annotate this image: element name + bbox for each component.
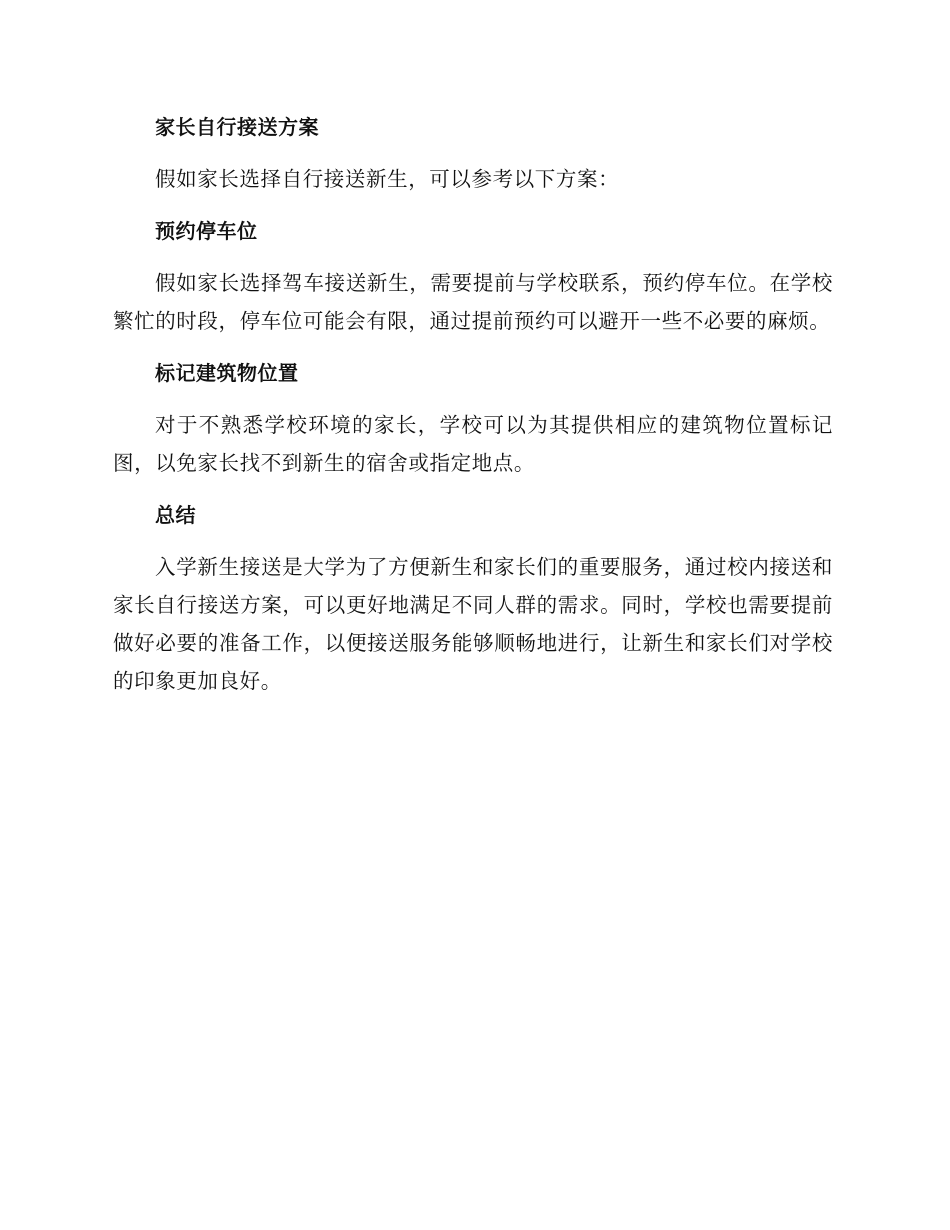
- section-paragraph-parking-reservation: 假如家长选择驾车接送新生，需要提前与学校联系，预约停车位。在学校繁忙的时段，停车位可能会有限，通过提前预约可以避开一些不必要的麻烦。: [113, 271, 833, 333]
- section-heading-building-markers: 标记建筑物位置: [155, 361, 299, 385]
- section-paragraph-summary: 入学新生接送是大学为了方便新生和家长们的重要服务，通过校内接送和家长自行接送方案，可以更好地满足不同人群的需求。同时，学校也需要提前做好必要的准备工作，以便接送服务能够顺畅地进行，让新生和家长们对学校的印象更加良好。: [113, 555, 833, 693]
- section-paragraph-building-markers: 对于不熟悉学校环境的家长，学校可以为其提供相应的建筑物位置标记图，以免家长找不到新生的宿舍或指定地点。: [113, 413, 833, 475]
- section-heading-parking-reservation: 预约停车位: [155, 219, 258, 243]
- section-paragraph-parent-pickup: 假如家长选择自行接送新生，可以参考以下方案：: [155, 167, 620, 191]
- section-heading-parent-pickup: 家长自行接送方案: [155, 115, 319, 139]
- section-heading-summary: 总结: [155, 503, 196, 527]
- document-body: [113, 108, 833, 714]
